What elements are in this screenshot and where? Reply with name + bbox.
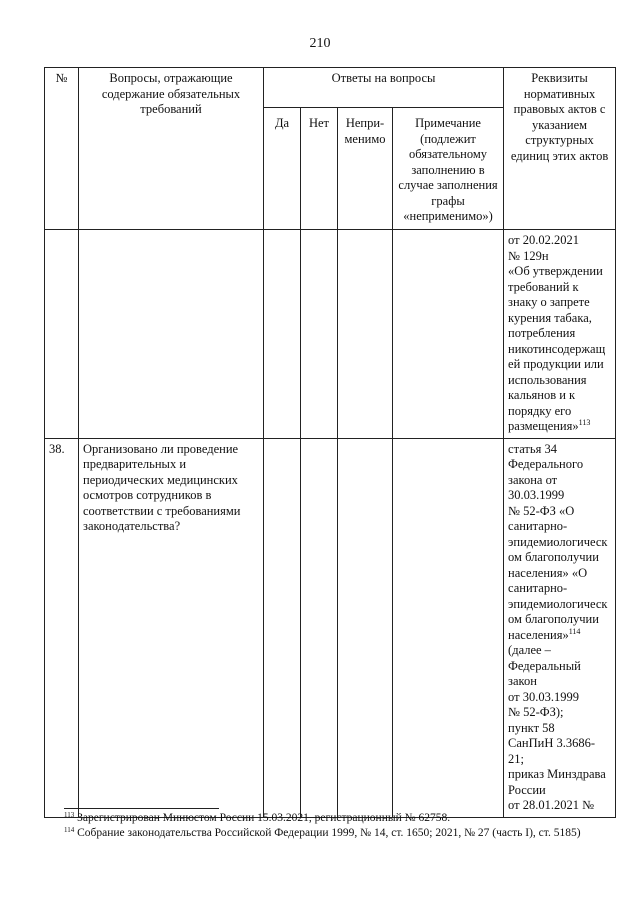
req-line: ом благополучии — [508, 550, 599, 564]
header-no: Нет — [301, 108, 338, 230]
req-line: закон — [508, 674, 537, 688]
table-header-row-1 — [45, 68, 616, 108]
req-line: знаку о запрете — [508, 295, 590, 309]
cell-na-38[interactable] — [338, 438, 393, 817]
table-row-continued — [45, 230, 616, 439]
req-line: приказ Минздрава — [508, 767, 606, 781]
requirements-table — [44, 67, 616, 818]
table-row-38 — [45, 438, 616, 817]
req-line: статья 34 — [508, 441, 557, 456]
req-line: от 28.01.2021 № — [508, 798, 595, 812]
req-line: № 129н — [508, 248, 549, 263]
header-note: Примечание (подлежит обязательному заполнению в случае заполнения графы «неприменимо») — [393, 108, 504, 230]
req-line: санитарно- — [508, 581, 568, 595]
req-line: требований к — [508, 279, 579, 294]
req-line: России — [508, 782, 546, 797]
header-na: Непри-менимо — [338, 108, 393, 230]
cell-question-empty — [79, 230, 264, 439]
header-questions: Вопросы, отражающие содержание обязательных требований — [79, 68, 264, 230]
req-line: Федерального — [508, 457, 584, 471]
footnote-113 — [64, 811, 624, 826]
header-answers: Ответы на вопросы — [264, 68, 504, 108]
req-line: кальянов и к — [508, 388, 576, 402]
footnote-text: Зарегистрирован Минюстом России 15.03.2021, регистрационный № 62758. — [77, 812, 451, 824]
footnote-text: Собрание законодательства Российской Федерации 1999, № 14, ст. 1650; 2021, № 27 (часть I), ст. 5185) — [77, 827, 581, 839]
req-line: ом благополучии — [508, 612, 599, 626]
req-line: эпидемиологическ — [508, 534, 608, 549]
page-number: 210 — [309, 36, 331, 51]
cell-requisites-38 — [504, 438, 616, 817]
cell-num-empty — [45, 230, 79, 439]
footnote-divider — [64, 808, 219, 809]
req-line: ей продукции или — [508, 357, 604, 371]
cell-yes-38[interactable] — [264, 438, 301, 817]
cell-no[interactable] — [301, 230, 338, 439]
req-line: № 52-ФЗ); — [508, 705, 564, 719]
req-line: СанПиН 3.3686- — [508, 736, 596, 750]
req-line: от 20.02.2021 — [508, 233, 579, 247]
req-line: населения» — [508, 627, 569, 642]
req-line: (далее – — [508, 643, 551, 657]
footnote-number: 113 — [64, 811, 75, 819]
footnote-114 — [64, 826, 624, 841]
footnote-ref-114[interactable]: 114 — [568, 626, 581, 636]
cell-note-38[interactable] — [393, 438, 504, 817]
req-line: никотинсодержащ — [508, 341, 606, 356]
header-yes: Да — [264, 108, 301, 230]
cell-no-38[interactable] — [301, 438, 338, 817]
req-line: пункт 58 — [508, 720, 555, 735]
req-line: эпидемиологическ — [508, 596, 608, 611]
req-line: размещения» — [508, 419, 579, 433]
req-line: потребления — [508, 326, 576, 340]
req-line: санитарно- — [508, 519, 568, 533]
req-line: порядку его — [508, 403, 572, 418]
cell-na[interactable] — [338, 230, 393, 439]
cell-yes[interactable] — [264, 230, 301, 439]
footnotes — [64, 808, 624, 841]
req-line: от 30.03.1999 — [508, 689, 579, 704]
req-line: курения табака, — [508, 310, 592, 325]
footnote-ref-113[interactable]: 113 — [578, 418, 591, 427]
cell-requisites-continued — [504, 230, 616, 439]
footnote-number: 114 — [64, 826, 75, 834]
req-line: населения» «О — [508, 565, 588, 580]
cell-num-38: 38. — [45, 438, 79, 817]
req-line: 30.03.1999 — [508, 488, 565, 502]
req-line: Федеральный — [508, 658, 581, 673]
req-line: закона от — [508, 472, 558, 487]
req-line: № 52-ФЗ «О — [508, 503, 575, 518]
req-line: «Об утверждении — [508, 264, 603, 278]
header-requisites: Реквизиты нормативных правовых актов с указанием структурных единиц этих актов — [504, 68, 616, 230]
req-line: 21; — [508, 751, 525, 766]
cell-question-38: Организовано ли проведение предварительных и периодических медицинских осмотров сотрудников в соответствии с требованиями законодательства? — [79, 438, 264, 817]
header-num: № — [45, 68, 79, 230]
cell-note[interactable] — [393, 230, 504, 439]
req-line: использования — [508, 372, 587, 387]
